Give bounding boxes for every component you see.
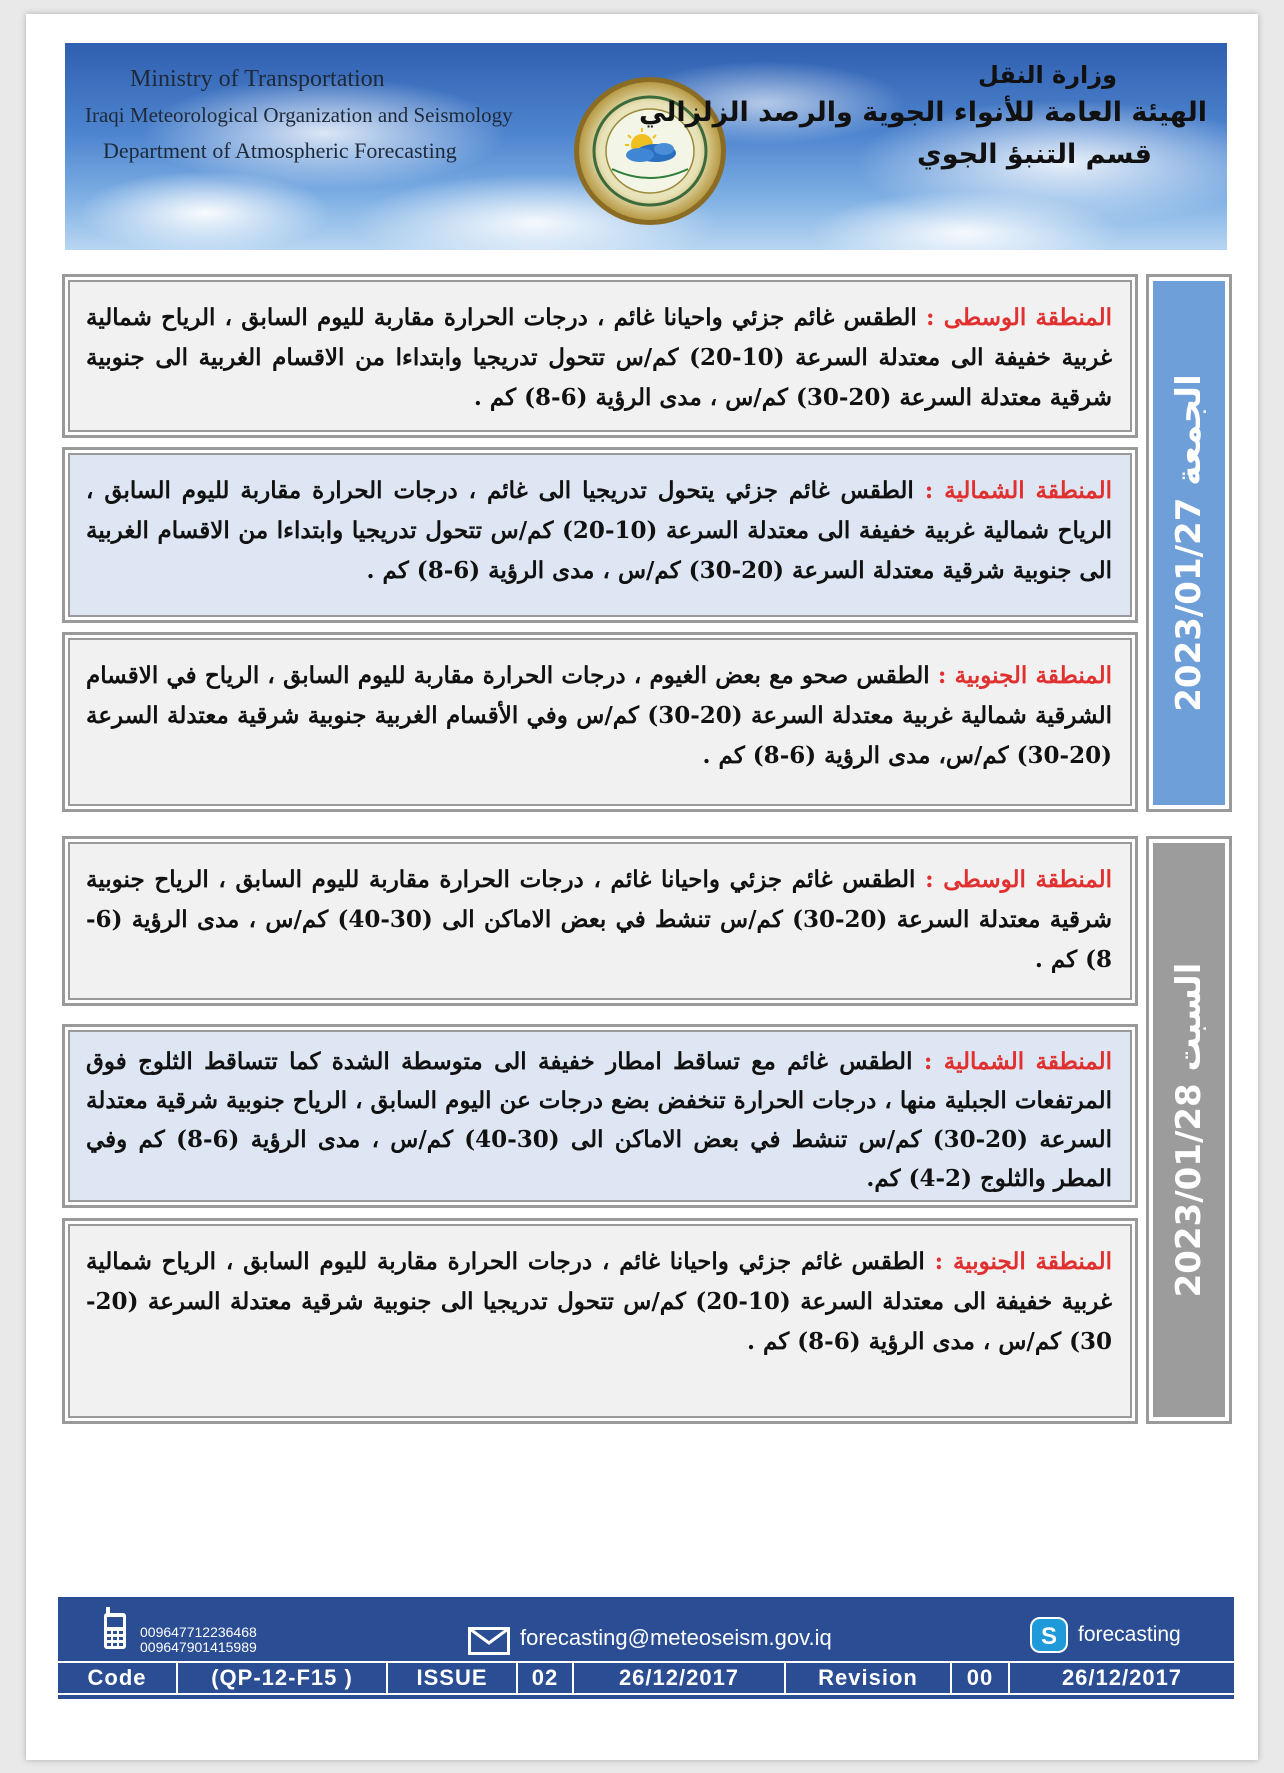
organization-name-ar: الهيئة العامة للأنواء الجوية والرصد الزلزالي (638, 97, 1207, 128)
date-bar-day2 (1146, 836, 1232, 1424)
code-value: (QP-12-F15 ) (178, 1663, 388, 1693)
region-text-block: المنطقة الشمالية : الطقس غائم مع تساقط امطار خفيفة الى متوسطة الشدة كما تتساقط الثلوج فوق المرتفعات الجبلية منها ، درجات الحرارة تنخفض بضع درجات عن اليوم السابق ، الرياح جنوبية شرقية معتدلة السرعة (20-30) كم/س تنشط في بعض الاماكن الى (30-40) كم/س ، مدى الرؤية (6-8) كم وفي المطر والثلوج (2-4) كم. (68, 1030, 1132, 1202)
header-english (85, 61, 513, 169)
phone-number: 009647901415989 (140, 1639, 257, 1655)
forecast-day-2 (62, 836, 1232, 1424)
region-name: المنطقة الجنوبية (952, 1248, 1113, 1275)
issue-date: 26/12/2017 (574, 1663, 786, 1693)
email-link[interactable]: forecasting@meteoseism.gov.iq (520, 1625, 832, 1650)
phone-icon (102, 1607, 128, 1651)
region-forecast-text: الطقس صحو مع بعض الغيوم ، درجات الحرارة مقاربة لليوم السابق ، الرياح في الاقسام الشرقية شمالية غربية معتدلة السرعة (20-30) كم/س وفي الأقسام الغربية جنوبية شرقية معتدلة السرعة (20-30) كم/س، مدى الرؤية (6-8) كم . (86, 662, 1112, 769)
region-name: المنطقة الجنوبية (954, 662, 1112, 689)
date-bar-fill (1153, 843, 1225, 1417)
skype-icon (1030, 1617, 1068, 1653)
svg-text:S: S (1040, 1623, 1058, 1650)
region-box-south-day1 (62, 632, 1138, 812)
code-label: Code (58, 1663, 178, 1693)
date-bar-day1 (1146, 274, 1232, 812)
region-forecast-text: الطقس غائم جزئي واحيانا غائم ، درجات الحرارة مقاربة لليوم السابق ، الرياح شمالية غربية خفيفة الى معتدلة السرعة (10-20) كم/س تتحول تدريجيا وابتداءا من الاقسام الغربية الى جنوبية شرقية معتدلة السرعة (20-30) كم/س ، مدى الرؤية (6-8) كم . (86, 304, 1112, 411)
region-forecast-text: الطقس غائم مع تساقط امطار خفيفة الى متوسطة الشدة كما تتساقط الثلوج فوق المرتفعات الجبلية منها ، درجات الحرارة تنخفض بضع درجات عن اليوم السابق ، الرياح جنوبية شرقية معتدلة السرعة (20-30) كم/س تنشط في بعض الاماكن الى (30-40) كم/س ، مدى الرؤية (6-8) كم وفي المطر والثلوج (2-4) كم. (86, 1048, 1112, 1192)
document-code-row (58, 1661, 1234, 1695)
region-text-block: المنطقة الجنوبية : الطقس غائم جزئي واحيانا غائم ، درجات الحرارة مقاربة لليوم السابق ، الرياح شمالية غربية خفيفة الى معتدلة السرعة (10-20) كم/س تتحول تدريجيا الى جنوبية شرقية معتدلة السرعة (20-30) كم/س ، مدى الرؤية (6-8) كم . (68, 1224, 1132, 1418)
issue-label: ISSUE (388, 1663, 518, 1693)
revision-value: 00 (952, 1663, 1010, 1693)
region-name: المنطقة الوسطى (943, 304, 1112, 331)
region-text-block: المنطقة الشمالية : الطقس غائم جزئي يتحول تدريجيا الى غائم ، درجات الحرارة مقاربة لليوم السابق ، الرياح شمالية غربية خفيفة الى معتدلة السرعة (10-20) كم/س تتحول تدريجيا وابتداءا من الاقسام الغربية الى جنوبية شرقية معتدلة السرعة (20-30) كم/س ، مدى الرؤية (6-8) كم . (68, 453, 1132, 617)
region-forecast-text: الطقس غائم جزئي واحيانا غائم ، درجات الحرارة مقاربة لليوم السابق ، الرياح شمالية غربية خفيفة الى معتدلة السرعة (10-20) كم/س تتحول تدريجيا الى جنوبية شرقية معتدلة السرعة (20-30) كم/س ، مدى الرؤية (6-8) كم . (86, 1248, 1112, 1355)
phone-numbers (140, 1625, 257, 1655)
issue-value: 02 (518, 1663, 574, 1693)
region-forecast-text: الطقس غائم جزئي يتحول تدريجيا الى غائم ، درجات الحرارة مقاربة لليوم السابق ، الرياح شمالية غربية خفيفة الى معتدلة السرعة (10-20) كم/س تتحول تدريجيا وابتداءا من الاقسام الغربية الى جنوبية شرقية معتدلة السرعة (20-30) كم/س ، مدى الرؤية (6-8) كم . (86, 477, 1113, 584)
region-text-block: المنطقة الجنوبية : الطقس صحو مع بعض الغيوم ، درجات الحرارة مقاربة لليوم السابق ، الرياح في الاقسام الشرقية شمالية غربية معتدلة السرعة (20-30) كم/س وفي الأقسام الغربية جنوبية شرقية معتدلة السرعة (20-30) كم/س، مدى الرؤية (6-8) كم . (68, 638, 1132, 806)
revision-label: Revision (786, 1663, 952, 1693)
region-text-block: المنطقة الوسطى : الطقس غائم جزئي واحيانا غائم ، درجات الحرارة مقاربة لليوم السابق ، الرياح جنوبية شرقية معتدلة السرعة (20-30) كم/س تنشط في بعض الاماكن الى (30-40) كم/س ، مدى الرؤية (6-8) كم . (68, 842, 1132, 1000)
region-name: المنطقة الشمالية (944, 477, 1112, 504)
mail-icon (468, 1627, 510, 1655)
phone-number: 009647712236468 (140, 1624, 257, 1640)
ministry-name-ar: وزارة النقل (977, 61, 1117, 89)
region-name: المنطقة الوسطى (943, 866, 1112, 893)
region-forecast-text: الطقس غائم جزئي واحيانا غائم ، درجات الحرارة مقاربة لليوم السابق ، الرياح جنوبية شرقية معتدلة السرعة (20-30) كم/س تنشط في بعض الاماكن الى (30-40) كم/س ، مدى الرؤية (6-8) كم . (86, 866, 1113, 973)
region-box-north-day1 (62, 447, 1138, 623)
ministry-name-en: Ministry of Transportation (130, 66, 385, 92)
revision-date: 26/12/2017 (1061, 1665, 1183, 1690)
forecast-day-1 (62, 274, 1232, 812)
department-name-ar: قسم التنبؤ الجوي (916, 139, 1152, 170)
region-name: المنطقة الشمالية (943, 1048, 1113, 1075)
forecast-date: الجمعة 2023/01/27 (1169, 374, 1209, 712)
forecast-date: السبت 2023/01/28 (1169, 962, 1209, 1298)
organization-name-en: Iraqi Meteorological Organization and Seismology (85, 103, 513, 127)
header-arabic (639, 57, 1207, 177)
region-box-south-day2 (62, 1218, 1138, 1424)
footer (58, 1597, 1234, 1699)
department-name-en: Department of Atmospheric Forecasting (103, 138, 457, 163)
header-banner (65, 43, 1227, 250)
date-bar-fill (1153, 281, 1225, 805)
region-box-central-day2 (62, 836, 1138, 1006)
region-box-central-day1 (62, 274, 1138, 438)
region-text-block: المنطقة الوسطى : الطقس غائم جزئي واحيانا غائم ، درجات الحرارة مقاربة لليوم السابق ، الرياح شمالية غربية خفيفة الى معتدلة السرعة (10-20) كم/س تتحول تدريجيا وابتداءا من الاقسام الغربية الى جنوبية شرقية معتدلة السرعة (20-30) كم/س ، مدى الرؤية (6-8) كم . (68, 280, 1132, 432)
region-box-north-day2 (62, 1024, 1138, 1208)
skype-handle[interactable]: forecasting (1078, 1623, 1181, 1646)
